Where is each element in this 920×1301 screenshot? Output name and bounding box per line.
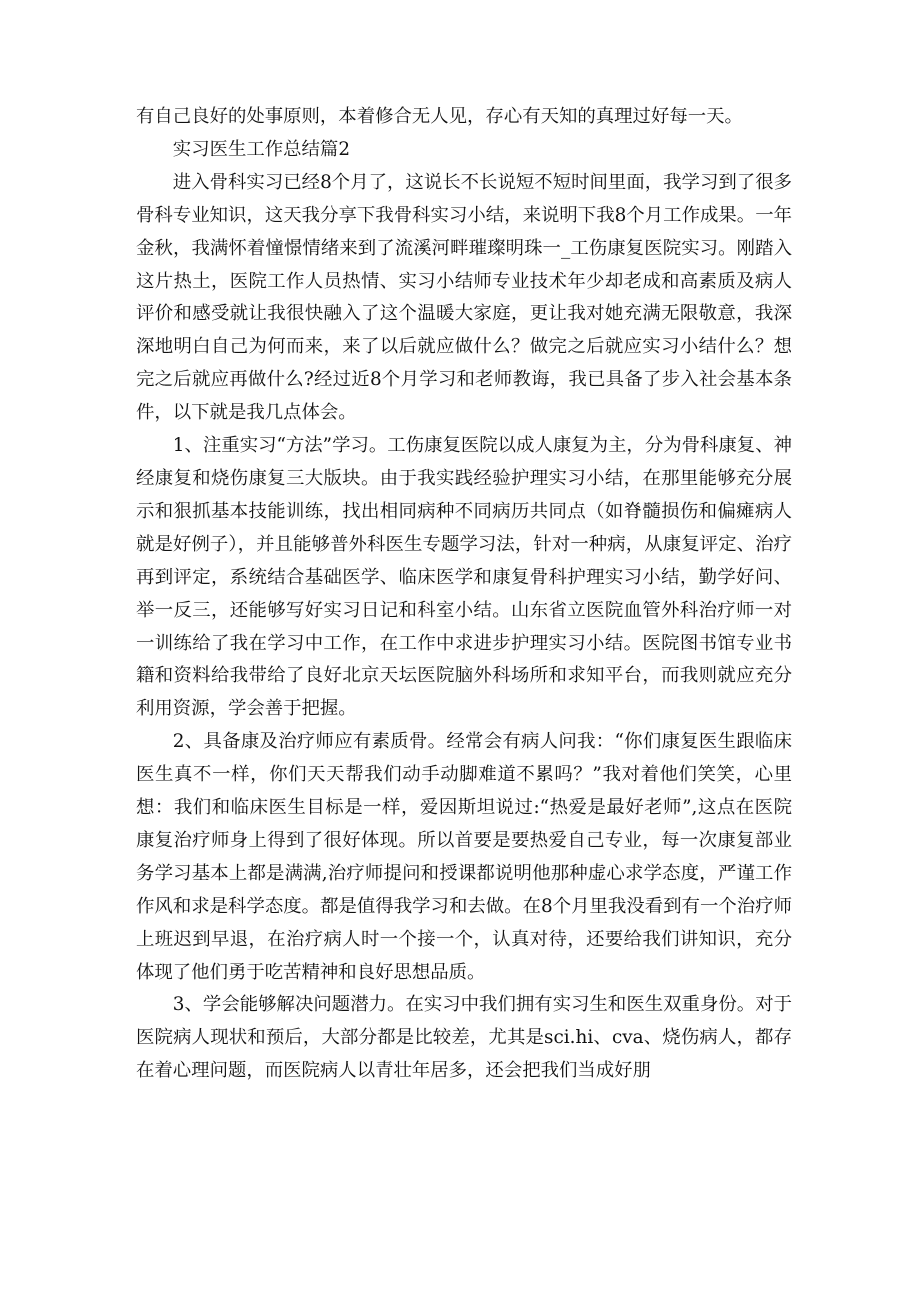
paragraph-point-3: 3、学会能够解决问题潜力。在实习中我们拥有实习生和医生双重身份。对于医院病人现状和预后，大部分都是比较差，尤其是sci.hi、cva、烧伤病人，都存在着心理问题，而医院病人以青壮年居多，还会把我们当成好朋	[136, 994, 792, 1082]
document-page	[136, 101, 792, 1088]
section-heading: 实习医生工作总结篇2	[172, 138, 351, 160]
paragraph-point-1: 1、注重实习“方法”学习。工伤康复医院以成人康复为主，分为骨科康复、神经康复和烧伤康复三大版块。由于我实践经验护理实习小结，在那里能够充分展示和狠抓基本技能训练，找出相同病种不同病历共同点（如脊髓损伤和偏瘫病人就是好例子），并且能够普外科医生专题学习法，针对一种病，从康复评定、治疗再到评定，系统结合基础医学、临床医学和康复骨科护理实习小结，勤学好问、举一反三，还能够写好实习日记和科室小结。山东省立医院血管外科治疗师一对一训练给了我在学习中工作，在工作中求进步护理实习小结。医院图书馆专业书籍和资料给我带给了良好北京天坛医院脑外科场所和求知平台，而我则就应充分利用资源，学会善于把握。	[136, 435, 792, 720]
paragraph-point-2: 2、具备康及治疗师应有素质骨。经常会有病人问我：“你们康复医生跟临床医生真不一样，你们天天帮我们动手动脚难道不累吗？”我对着他们笑笑，心里想：我们和临床医生目标是一样，爱因斯坦说过:“热爱是最好老师”,这点在医院康复治疗师身上得到了很好体现。所以首要是要热爱自己专业，每一次康复部业务学习基本上都是满满,治疗师提问和授课都说明他那种虚心求学态度，严谨工作作风和求是科学态度。都是值得我学习和去做。在8个月里我没看到有一个治疗师上班迟到早退，在治疗病人时一个接一个，认真对待，还要给我们讲知识，充分体现了他们勇于吃苦精神和良好思想品质。	[136, 731, 792, 983]
paragraph-intro: 进入骨科实习已经8个月了，这说长不长说短不短时间里面，我学习到了很多骨科专业知识，这天我分享下我骨科实习小结，来说明下我8个月工作成果。一年金秋，我满怀着憧憬情绪来到了流溪河畔璀璨明珠一_工伤康复医院实习。刚踏入这片热土，医院工作人员热情、实习小结师专业技术年少却老成和高素质及病人评价和感受就让我很快融入了这个温暖大家庭，更让我对她充满无限敬意，我深深地明白自己为何而来，来了以后就应做什么？做完之后就应实习小结什么？想完之后就应再做什么?经过近8个月学习和老师教诲，我已具备了步入社会基本条件，以下就是我几点体会。	[136, 171, 792, 424]
paragraph-continuation: 有自己良好的处事原则，本着修合无人见，存心有天知的真理过好每一天。	[136, 106, 743, 127]
